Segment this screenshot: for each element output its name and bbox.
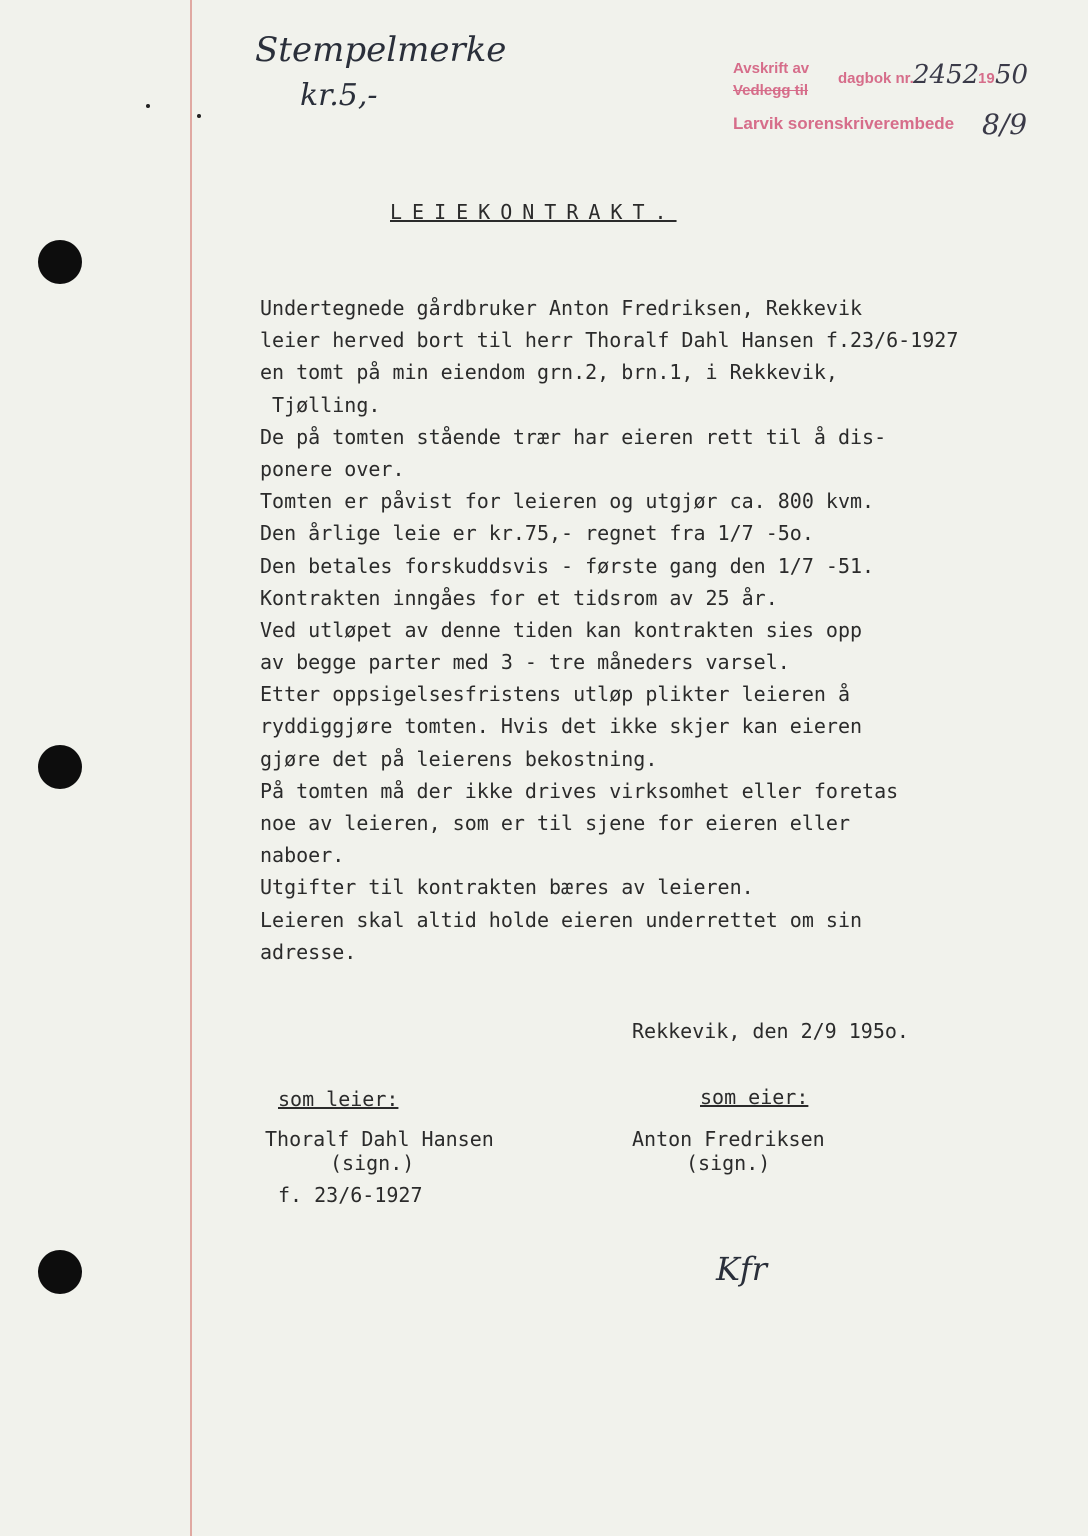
lessee-name: Thoralf Dahl Hansen: [265, 1127, 494, 1151]
handwritten-initials: Kfr: [716, 1250, 768, 1288]
owner-sign: (sign.): [686, 1151, 771, 1175]
contract-line: De på tomten stående trær har eieren rett til å dis-: [260, 424, 887, 449]
contract-line: adresse.: [260, 939, 357, 964]
contract-line: leier herved bort til herr Thoralf Dahl Hansen f.23/6-1927: [260, 328, 959, 353]
owner-name: Anton Fredriksen: [632, 1127, 825, 1151]
handwritten-stamp-note: Stempelmerke: [255, 30, 507, 70]
stamp-year-suffix: 50: [995, 60, 1029, 90]
contract-line: Kontrakten inngåes for et tidsrom av 25 år.: [260, 585, 778, 610]
contract-line: av begge parter med 3 - tre måneders varsel.: [260, 650, 790, 675]
contract-line: Leieren skal altid holde eieren underrettet om sin: [260, 907, 863, 932]
ink-dot: [197, 114, 201, 118]
lessee-label: som leier:: [278, 1087, 399, 1111]
contract-line: Ved utløpet av denne tiden kan kontrakten sies opp: [260, 617, 863, 642]
contract-line: Etter oppsigelsesfristens utløp plikter leieren å: [260, 682, 851, 707]
punch-hole-middle: [38, 745, 82, 789]
contract-line: På tomten må der ikke drives virksomhet eller foretas: [260, 778, 899, 803]
contract-line: Tomten er påvist for leieren og utgjør ca. 800 kvm.: [260, 489, 875, 514]
contract-body: [260, 292, 958, 968]
margin-rule: [190, 0, 192, 1536]
contract-line: en tomt på min eiendom grn.2, brn.1, i Rekkevik,: [260, 360, 838, 385]
contract-line: noe av leieren, som er til sjene for eieren eller: [260, 811, 851, 835]
punch-hole-top: [38, 240, 82, 284]
contract-line: gjøre det på leierens bekostning.: [260, 746, 658, 771]
stamp-office: Larvik sorenskriverembede: [733, 114, 955, 133]
contract-line: Den betales forskuddsvis - første gang den 1/7 -51.: [260, 553, 875, 578]
stamp-dagbok-label: dagbok nr.: [838, 70, 914, 87]
document-title: LEIEKONTRAKT.: [390, 200, 677, 224]
handwritten-stamp-value: kr.5,-: [300, 78, 378, 113]
contract-line: Undertegnede gårdbruker Anton Fredriksen, Rekkevik: [260, 296, 863, 320]
ink-dot: [146, 104, 150, 108]
lessee-born: f. 23/6-1927: [278, 1183, 423, 1207]
stamp-date: 8/9: [982, 108, 1028, 141]
contract-line: ponere over.: [260, 456, 405, 481]
stamp-year-prefix: 19: [978, 70, 995, 87]
contract-line: ryddiggjøre tomten. Hvis det ikke skjer kan eieren: [260, 714, 863, 739]
place-date: Rekkevik, den 2/9 195o.: [632, 1019, 909, 1043]
punch-hole-bottom: [38, 1250, 82, 1294]
owner-label: som eier:: [700, 1085, 809, 1109]
contract-line: Tjølling.: [260, 392, 381, 417]
stamp-avskrift: Avskrift av: [733, 60, 810, 77]
contract-line: naboer.: [260, 843, 345, 868]
contract-line: Den årlige leie er kr.75,- regnet fra 1/7 -5o.: [260, 521, 814, 546]
stamp-dagbok-number: 2452: [913, 60, 980, 90]
stamp-vedlegg: Vedlegg til: [733, 82, 809, 99]
contract-line: Utgifter til kontrakten bæres av leieren.: [260, 875, 754, 900]
lessee-sign: (sign.): [330, 1151, 415, 1175]
